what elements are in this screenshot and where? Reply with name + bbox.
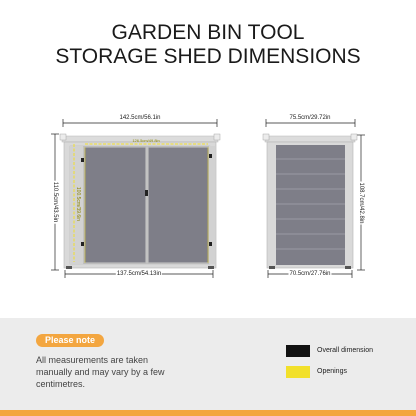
door-handle bbox=[145, 190, 148, 196]
legend-label-openings: Openings bbox=[317, 368, 347, 375]
side-lid bbox=[265, 136, 355, 142]
accent-strip bbox=[0, 410, 416, 416]
legend-swatch-openings bbox=[286, 366, 310, 378]
side-panel bbox=[276, 145, 345, 265]
front-width-label: 142.5cm/56.1in bbox=[119, 115, 161, 121]
opening-height-label: 100.5cm/39.6in bbox=[75, 186, 81, 222]
note-text: All measurements are taken manually and may vary by a few centimetres. bbox=[36, 355, 165, 389]
hinge bbox=[209, 154, 212, 158]
side-view bbox=[263, 119, 365, 278]
legend-label-overall: Overall dimension bbox=[317, 347, 374, 354]
front-height-label: 110.5cm/43.5in bbox=[52, 181, 58, 223]
hinge bbox=[81, 158, 84, 162]
page-title-line-2: STORAGE SHED DIMENSIONS bbox=[55, 45, 361, 68]
side-height-label: 108.7cm/42.8in bbox=[358, 182, 364, 224]
hinge bbox=[209, 242, 212, 246]
right-door bbox=[148, 147, 209, 263]
left-door bbox=[84, 147, 146, 263]
side-depth-label: 75.5cm/29.72in bbox=[289, 115, 331, 121]
please-note-badge: Please note bbox=[36, 334, 104, 347]
opening-width-label: 126.5cm/49.8in bbox=[132, 138, 160, 143]
legend-swatch-overall bbox=[286, 345, 310, 357]
front-base-label: 137.5cm/54.13in bbox=[116, 271, 162, 277]
page-title-line-1: GARDEN BIN TOOL bbox=[111, 21, 305, 44]
side-base-label: 70.5cm/27.76in bbox=[289, 271, 331, 277]
hinge bbox=[81, 242, 84, 246]
